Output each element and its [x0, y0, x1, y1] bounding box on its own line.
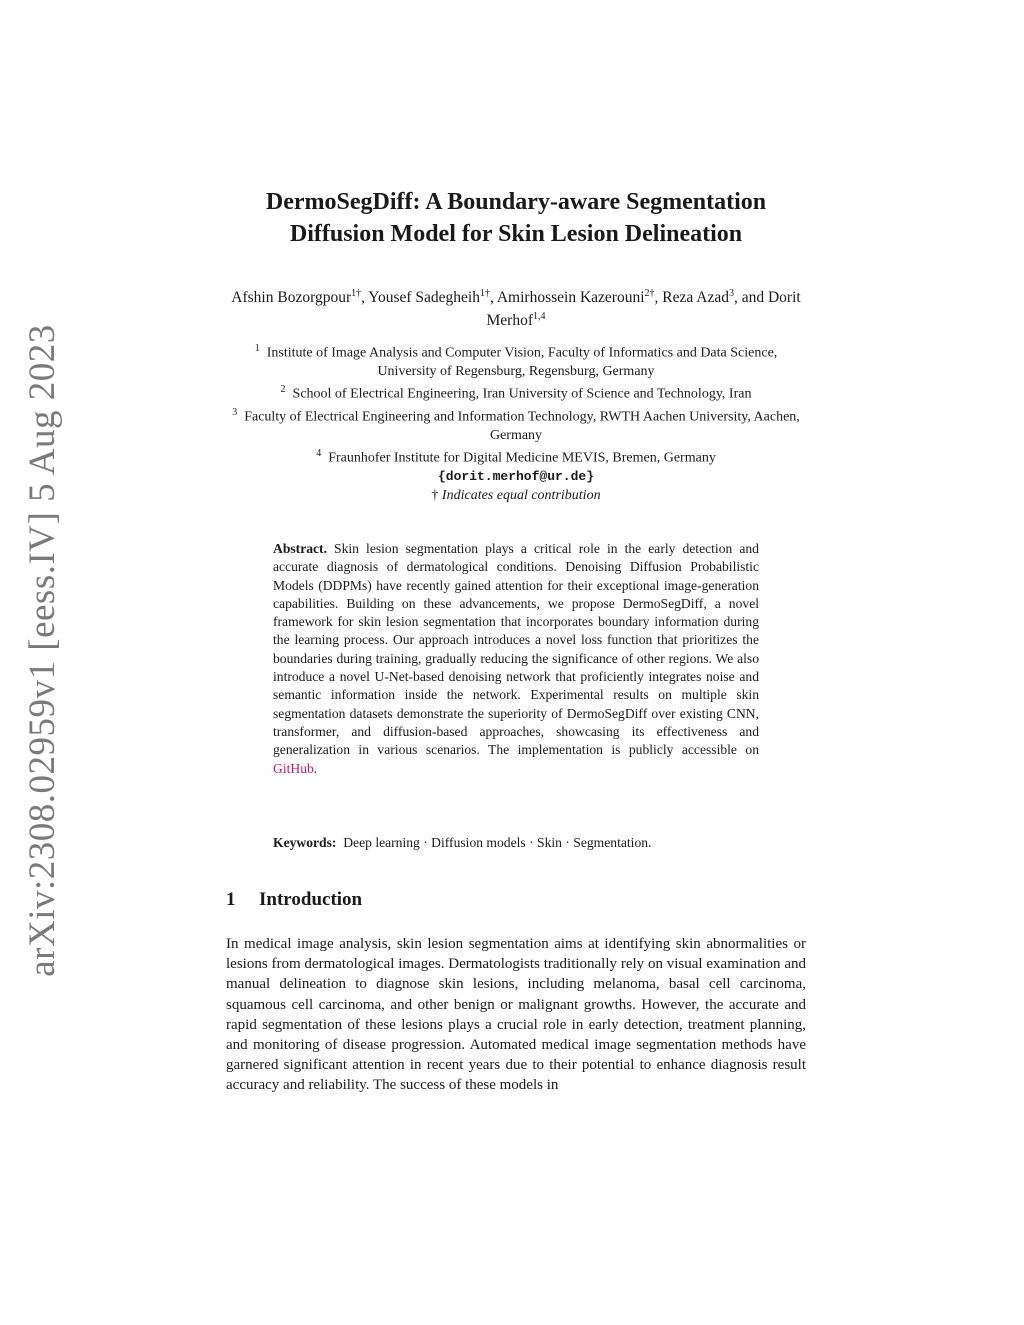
abstract-text: Skin lesion segmentation plays a critical role in the early detection and accurate diagnosis of dermatological conditions. Denoising Diffusion Probabilistic Models (DDPMs) have recently gained attention for their exceptional image-generation capabilities. Building on these advancements, we propose DermoSegDiff, a novel framework for skin lesion segmentation that incorporates boundary information during the learning process. Our approach introduces a novel loss function that prioritizes the boundaries during training, gradually reducing the significance of other regions. We also introduce a novel U-Net-based denoising network that proficiently integrates noise and semantic information inside the network. Experimental results on multiple skin segmentation datasets demonstrate the superiority of DermoSegDiff over existing CNN, transformer, and diffusion-based approaches, showcasing its effectiveness and generalization in various scenarios. The implementation is publicly accessible on: [273, 541, 759, 758]
author-2: , Yousef Sadegheih: [361, 289, 480, 307]
title-line-2: Diffusion Model for Skin Lesion Delineation: [289, 221, 743, 247]
affiliation-4: [226, 445, 806, 468]
arxiv-side-stamp: [12, 323, 72, 977]
affiliation-1-number: 1: [254, 343, 260, 354]
affiliation-1-text: Institute of Image Analysis and Computer Vision, Faculty of Informatics and Data Science, University of Regensburg, Regensburg, Germany: [266, 345, 778, 379]
author-5-affil: 1,4: [533, 311, 546, 323]
section-number: 1: [226, 889, 236, 910]
abstract: [273, 540, 759, 778]
author-1: Afshin Bozorgpour: [231, 289, 352, 307]
title-line-1: DermoSegDiff: A Boundary-aware Segmentation: [265, 189, 767, 215]
author-1-affil: 1†: [351, 288, 362, 299]
dagger-symbol: †: [431, 487, 439, 503]
affiliations: [226, 340, 806, 505]
affiliation-2-text: School of Electrical Engineering, Iran University of Science and Technology, Iran: [292, 386, 752, 402]
arxiv-id: arXiv:2308.02959v1 [eess.IV] 5 Aug 2023: [21, 323, 63, 977]
abstract-end: .: [313, 760, 318, 776]
affiliation-1: [226, 340, 806, 381]
author-4-affil: 3: [728, 288, 734, 299]
author-2-affil: 1†: [479, 288, 490, 299]
contact-email: {dorit.merhof@ur.de}: [437, 469, 595, 485]
introduction-paragraph: In medical image analysis, skin lesion segmentation aims at identifying skin abnormalities or lesions from dermatological images. Dermatologists traditionally rely on visual examination and manual delineation to diagnose skin lesions, including melanoma, basal cell carcinoma, squamous cell carcinoma, and other benign or malignant growths. However, the accurate and rapid segmentation of these lesions plays a crucial role in early detection, treatment planning, and monitoring of disease progression. Automated medical image segmentation methods have garnered significant attention in recent years due to their potential to enhance diagnosis result accuracy and reliability. The success of these models in: [226, 936, 806, 1094]
github-link[interactable]: GitHub: [273, 760, 314, 776]
affiliation-4-text: Fraunhofer Institute for Digital Medicine MEVIS, Bremen, Germany: [328, 451, 716, 467]
affiliation-3: [226, 404, 806, 445]
author-4: , Reza Azad: [654, 289, 729, 307]
paper-title: [226, 186, 806, 250]
author-5: , and Dorit Merhof: [486, 289, 801, 330]
section-heading-introduction: [226, 887, 806, 913]
affiliation-2-number: 2: [280, 384, 286, 396]
keywords: [273, 834, 759, 852]
equal-contribution-text: Indicates equal contribution: [441, 487, 601, 503]
affiliation-3-number: 3: [232, 407, 238, 419]
keywords-text: Deep learning · Diffusion models · Skin · Segmentation.: [343, 835, 652, 850]
author-list: [226, 284, 806, 330]
keywords-label: Keywords:: [273, 835, 337, 850]
author-3-affil: 2†: [644, 288, 655, 299]
affiliation-3-text: Faculty of Electrical Engineering and Information Technology, RWTH Aachen University, Aachen, Germany: [244, 409, 800, 444]
section-title: Introduction: [259, 889, 363, 910]
affiliation-4-number: 4: [316, 448, 322, 460]
affiliation-2: [226, 381, 806, 404]
author-3: , Amirhossein Kazerouni: [489, 289, 645, 307]
equal-contribution-note: [226, 487, 806, 505]
abstract-label: Abstract.: [273, 541, 327, 556]
